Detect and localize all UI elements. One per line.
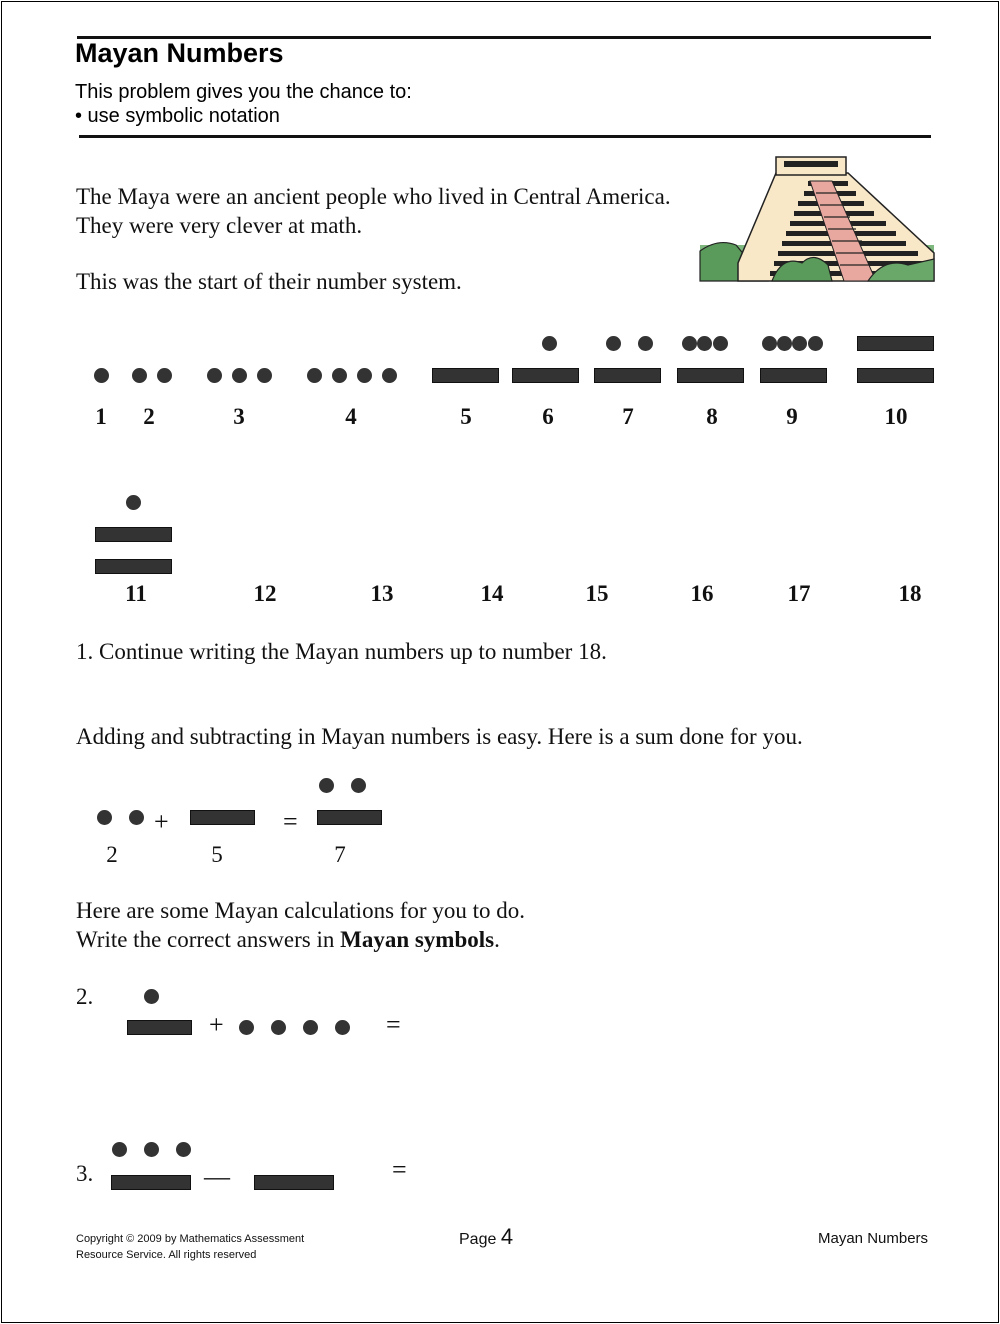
- dot: [332, 368, 347, 383]
- numeral-label: 10: [884, 404, 908, 429]
- numeral-label: 15: [585, 581, 609, 606]
- plus-sign: +: [209, 1010, 224, 1039]
- bar: [190, 810, 255, 825]
- dot: [94, 368, 109, 383]
- calc-line-1: Here are some Mayan calculations for you to do.: [76, 898, 525, 923]
- bar: [111, 1175, 191, 1190]
- numeral-label: 14: [480, 581, 504, 606]
- bar: [594, 368, 661, 383]
- equals-sign: =: [283, 807, 298, 836]
- dot: [762, 336, 777, 351]
- numeral-label: 6: [542, 404, 554, 429]
- page-number: 4: [500, 1224, 514, 1249]
- dot: [713, 336, 728, 351]
- dot: [129, 810, 144, 825]
- dot: [808, 336, 823, 351]
- dot: [335, 1020, 350, 1035]
- question-3-label: 3.: [76, 1161, 94, 1186]
- numeral-label: 16: [690, 581, 714, 606]
- dot: [257, 368, 272, 383]
- example-label: 2: [106, 842, 118, 867]
- footer-page: [459, 1224, 513, 1250]
- calc-line-2-prefix: Write the correct answers in: [76, 927, 341, 952]
- dot: [97, 810, 112, 825]
- dot: [319, 778, 334, 793]
- numeral-label: 13: [370, 581, 394, 606]
- example-label: 7: [334, 842, 346, 867]
- bar: [432, 368, 499, 383]
- numeral-label: 5: [460, 404, 472, 429]
- dot: [351, 778, 366, 793]
- dot: [144, 1142, 159, 1157]
- bar: [317, 810, 382, 825]
- calc-line-2-bold: Mayan symbols: [340, 927, 495, 952]
- page-label: Page: [459, 1231, 497, 1248]
- plus-sign: +: [154, 807, 169, 836]
- pyramid-illustration: [698, 153, 936, 283]
- dot: [176, 1142, 191, 1157]
- dot: [157, 368, 172, 383]
- bar: [857, 368, 934, 383]
- dot: [382, 368, 397, 383]
- numeral-label: 2: [143, 404, 155, 429]
- dot: [638, 336, 653, 351]
- footer-copyright-line-2: Resource Service. All rights reserved: [76, 1249, 257, 1261]
- equals-sign: =: [392, 1155, 407, 1184]
- numeral-label: 7: [622, 404, 634, 429]
- question-1: 1. Continue writing the Mayan numbers up to number 18.: [76, 639, 607, 664]
- page-title: Mayan Numbers: [75, 38, 284, 68]
- dot: [682, 336, 697, 351]
- adding-text: Adding and subtracting in Mayan numbers is easy. Here is a sum done for you.: [76, 724, 803, 749]
- calc-line-2-suffix: .: [494, 927, 500, 952]
- numeral-label: 3: [233, 404, 245, 429]
- dot: [239, 1020, 254, 1035]
- intro-bullet: • use symbolic notation: [75, 105, 280, 127]
- numeral-label: 18: [898, 581, 922, 606]
- bar: [857, 336, 934, 351]
- header-bottom-rule: [79, 135, 931, 138]
- bar: [760, 368, 827, 383]
- intro-text: This problem gives you the chance to:: [75, 81, 412, 103]
- dot: [207, 368, 222, 383]
- dot: [357, 368, 372, 383]
- worksheet-page: [1, 1, 999, 1323]
- footer-doc-title: Mayan Numbers: [818, 1230, 929, 1247]
- dot: [606, 336, 621, 351]
- intro-line-3: This was the start of their number system.: [76, 269, 462, 294]
- dot: [307, 368, 322, 383]
- minus-sign: —: [204, 1162, 230, 1191]
- dot: [697, 336, 712, 351]
- question-2-label: 2.: [76, 984, 94, 1009]
- numeral-label: 1: [95, 404, 107, 429]
- calc-line-2: [76, 925, 500, 954]
- bar: [95, 527, 172, 542]
- numeral-label: 17: [787, 581, 811, 606]
- intro-line-2: They were very clever at math.: [76, 213, 363, 238]
- intro-line-1: The Maya were an ancient people who lived in Central America.: [76, 184, 671, 209]
- bar: [512, 368, 579, 383]
- dot: [271, 1020, 286, 1035]
- bar: [127, 1020, 192, 1035]
- bar: [254, 1175, 334, 1190]
- dot: [542, 336, 557, 351]
- dot: [126, 495, 141, 510]
- dot: [303, 1020, 318, 1035]
- numeral-label: 12: [253, 581, 277, 606]
- dot: [144, 989, 159, 1004]
- footer-copyright-line-1: Copyright © 2009 by Mathematics Assessment: [76, 1233, 305, 1245]
- bar: [95, 559, 172, 574]
- bar: [677, 368, 744, 383]
- numeral-label: 9: [786, 404, 798, 429]
- dot: [232, 368, 247, 383]
- equals-sign: =: [386, 1010, 401, 1039]
- numeral-label: 4: [345, 404, 357, 429]
- numeral-label: 11: [125, 581, 147, 606]
- dot: [132, 368, 147, 383]
- numeral-label: 8: [706, 404, 718, 429]
- dot: [792, 336, 807, 351]
- dot: [777, 336, 792, 351]
- example-label: 5: [211, 842, 223, 867]
- dot: [112, 1142, 127, 1157]
